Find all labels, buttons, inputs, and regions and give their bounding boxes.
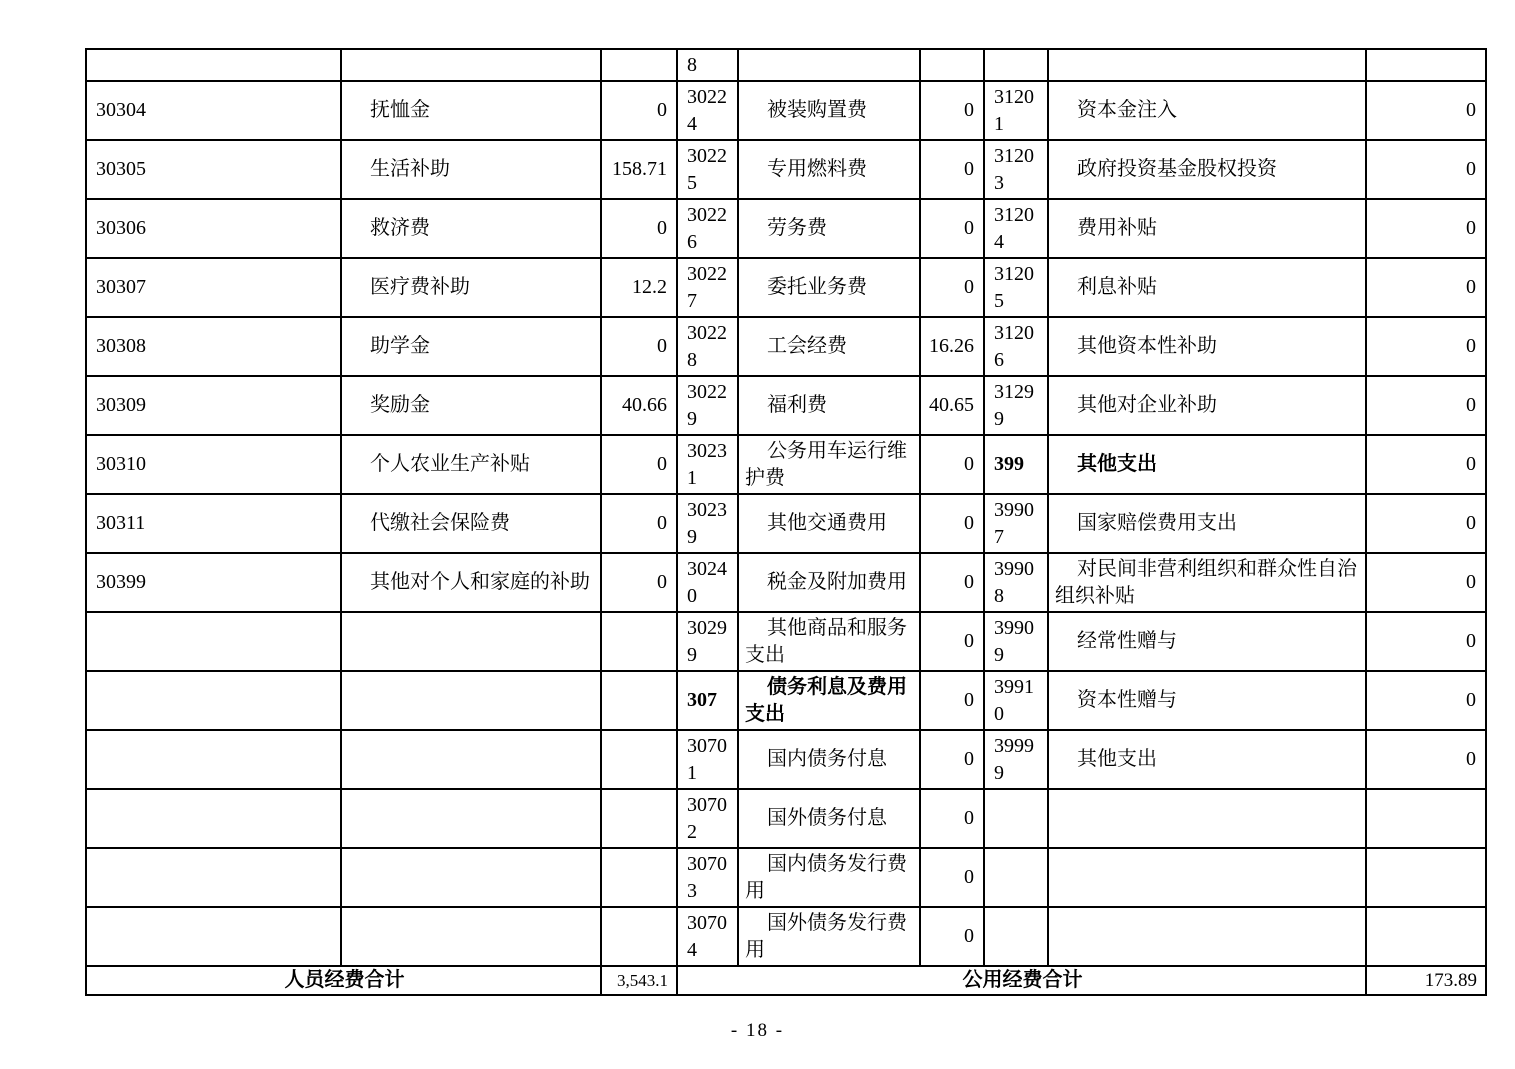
cell-item-name: 其他对企业补助 <box>1048 376 1366 435</box>
cell-code: 30239 <box>677 494 738 553</box>
cell-amount <box>601 848 677 907</box>
cell-item-name: 债务利息及费用支出 <box>738 671 920 730</box>
cell-code: 30227 <box>677 258 738 317</box>
cell-amount <box>1366 49 1486 81</box>
cell-item-name <box>1048 907 1366 966</box>
cell-code: 31299 <box>984 376 1048 435</box>
cell-item-name: 其他支出 <box>1048 435 1366 494</box>
cell-code: 399 <box>984 435 1048 494</box>
cell-amount: 0 <box>920 81 984 140</box>
cell-code: 30310 <box>86 435 341 494</box>
cell-code <box>86 848 341 907</box>
cell-code <box>984 49 1048 81</box>
cell-item-name: 其他支出 <box>1048 730 1366 789</box>
cell-amount: 0 <box>920 907 984 966</box>
cell-code: 30311 <box>86 494 341 553</box>
cell-code: 30228 <box>677 317 738 376</box>
cell-code <box>86 612 341 671</box>
cell-item-name: 抚恤金 <box>341 81 601 140</box>
cell-item-name <box>341 789 601 848</box>
cell-item-name: 经常性赠与 <box>1048 612 1366 671</box>
cell-amount: 0 <box>920 258 984 317</box>
table-row <box>86 553 1486 612</box>
cell-code: 30304 <box>86 81 341 140</box>
cell-item-name: 对民间非营利组织和群众性自治组织补贴 <box>1048 553 1366 612</box>
cell-item-name: 政府投资基金股权投资 <box>1048 140 1366 199</box>
table-row <box>86 199 1486 258</box>
cell-code: 31203 <box>984 140 1048 199</box>
cell-amount: 158.71 <box>601 140 677 199</box>
page-number: - 18 - <box>730 1020 785 1041</box>
cell-code: 30309 <box>86 376 341 435</box>
cell-amount: 0 <box>601 81 677 140</box>
cell-item-name: 专用燃料费 <box>738 140 920 199</box>
table-row <box>86 612 1486 671</box>
cell-item-name <box>341 907 601 966</box>
cell-amount: 0 <box>1366 553 1486 612</box>
cell-code <box>86 789 341 848</box>
cell-item-name: 福利费 <box>738 376 920 435</box>
cell-code: 30229 <box>677 376 738 435</box>
cell-item-name: 国家赔偿费用支出 <box>1048 494 1366 553</box>
cell-item-name <box>341 848 601 907</box>
summary-row <box>86 966 1486 995</box>
cell-amount <box>1366 907 1486 966</box>
cell-item-name: 代缴社会保险费 <box>341 494 601 553</box>
cell-amount <box>601 49 677 81</box>
cell-code <box>984 848 1048 907</box>
cell-code <box>86 671 341 730</box>
cell-code: 30225 <box>677 140 738 199</box>
cell-item-name: 其他对个人和家庭的补助 <box>341 553 601 612</box>
cell-item-name: 助学金 <box>341 317 601 376</box>
cell-code: 307 <box>677 671 738 730</box>
cell-amount: 0 <box>1366 376 1486 435</box>
cell-item-name: 税金及附加费用 <box>738 553 920 612</box>
cell-item-name: 被装购置费 <box>738 81 920 140</box>
summary-value-public: 173.89 <box>1366 966 1486 995</box>
cell-code: 30307 <box>86 258 341 317</box>
cell-code: 39908 <box>984 553 1048 612</box>
cell-amount <box>920 49 984 81</box>
cell-item-name: 奖励金 <box>341 376 601 435</box>
cell-amount <box>601 612 677 671</box>
cell-code: 39910 <box>984 671 1048 730</box>
cell-code: 39909 <box>984 612 1048 671</box>
cell-code: 30704 <box>677 907 738 966</box>
cell-code: 30240 <box>677 553 738 612</box>
cell-item-name <box>1048 789 1366 848</box>
cell-amount: 16.26 <box>920 317 984 376</box>
cell-item-name: 工会经费 <box>738 317 920 376</box>
cell-amount: 0 <box>920 612 984 671</box>
cell-amount: 0 <box>601 435 677 494</box>
cell-item-name: 劳务费 <box>738 199 920 258</box>
cell-code: 30399 <box>86 553 341 612</box>
cell-code: 30305 <box>86 140 341 199</box>
cell-item-name: 国内债务付息 <box>738 730 920 789</box>
cell-item-name: 其他商品和服务支出 <box>738 612 920 671</box>
cell-item-name: 医疗费补助 <box>341 258 601 317</box>
cell-item-name: 其他资本性补助 <box>1048 317 1366 376</box>
table-row <box>86 494 1486 553</box>
cell-item-name <box>341 730 601 789</box>
table-row <box>86 435 1486 494</box>
table-row <box>86 258 1486 317</box>
cell-code: 30306 <box>86 199 341 258</box>
summary-label-public: 公用经费合计 <box>677 966 1366 995</box>
cell-code: 39999 <box>984 730 1048 789</box>
cell-amount: 0 <box>1366 730 1486 789</box>
cell-amount: 40.66 <box>601 376 677 435</box>
cell-item-name <box>341 671 601 730</box>
cell-code: 31204 <box>984 199 1048 258</box>
table-row <box>86 789 1486 848</box>
budget-table <box>85 48 1487 996</box>
cell-amount: 0 <box>601 494 677 553</box>
cell-amount <box>601 671 677 730</box>
cell-amount: 0 <box>920 199 984 258</box>
cell-amount: 40.65 <box>920 376 984 435</box>
table-row <box>86 376 1486 435</box>
cell-item-name <box>1048 49 1366 81</box>
cell-item-name: 救济费 <box>341 199 601 258</box>
cell-code: 8 <box>677 49 738 81</box>
cell-amount: 0 <box>1366 199 1486 258</box>
cell-amount: 0 <box>1366 671 1486 730</box>
summary-value-personnel: 3,543.1 <box>601 966 677 995</box>
cell-item-name: 生活补助 <box>341 140 601 199</box>
cell-amount: 0 <box>920 435 984 494</box>
cell-amount: 0 <box>920 789 984 848</box>
cell-item-name: 国外债务发行费用 <box>738 907 920 966</box>
cell-amount: 12.2 <box>601 258 677 317</box>
cell-amount: 0 <box>1366 140 1486 199</box>
cell-item-name <box>738 49 920 81</box>
cell-amount <box>601 730 677 789</box>
cell-amount: 0 <box>920 553 984 612</box>
cell-amount: 0 <box>1366 435 1486 494</box>
cell-item-name: 费用补贴 <box>1048 199 1366 258</box>
table-row <box>86 140 1486 199</box>
cell-item-name: 国外债务付息 <box>738 789 920 848</box>
cell-item-name: 资本金注入 <box>1048 81 1366 140</box>
table-row-partial <box>86 49 1486 81</box>
cell-code: 30226 <box>677 199 738 258</box>
summary-label-personnel: 人员经费合计 <box>86 966 601 995</box>
cell-amount: 0 <box>1366 612 1486 671</box>
table-row <box>86 671 1486 730</box>
cell-code <box>86 907 341 966</box>
table-row <box>86 81 1486 140</box>
cell-amount: 0 <box>1366 317 1486 376</box>
cell-amount: 0 <box>1366 258 1486 317</box>
cell-item-name: 委托业务费 <box>738 258 920 317</box>
cell-code: 30308 <box>86 317 341 376</box>
cell-code: 30703 <box>677 848 738 907</box>
cell-amount: 0 <box>920 140 984 199</box>
cell-amount: 0 <box>920 494 984 553</box>
cell-item-name: 国内债务发行费用 <box>738 848 920 907</box>
cell-code: 30224 <box>677 81 738 140</box>
cell-code: 30701 <box>677 730 738 789</box>
cell-code: 31206 <box>984 317 1048 376</box>
table-row <box>86 907 1486 966</box>
cell-item-name: 利息补贴 <box>1048 258 1366 317</box>
cell-amount: 0 <box>601 553 677 612</box>
table-row <box>86 848 1486 907</box>
cell-code <box>86 49 341 81</box>
cell-code: 30702 <box>677 789 738 848</box>
cell-amount: 0 <box>920 730 984 789</box>
cell-item-name <box>341 612 601 671</box>
cell-item-name <box>341 49 601 81</box>
cell-amount: 0 <box>601 199 677 258</box>
cell-code: 31201 <box>984 81 1048 140</box>
table-row <box>86 317 1486 376</box>
cell-code: 30299 <box>677 612 738 671</box>
cell-code: 30231 <box>677 435 738 494</box>
cell-amount: 0 <box>920 848 984 907</box>
cell-item-name: 其他交通费用 <box>738 494 920 553</box>
cell-amount: 0 <box>601 317 677 376</box>
cell-amount <box>601 789 677 848</box>
cell-item-name: 资本性赠与 <box>1048 671 1366 730</box>
cell-amount: 0 <box>920 671 984 730</box>
cell-item-name <box>1048 848 1366 907</box>
table-row <box>86 730 1486 789</box>
cell-item-name: 个人农业生产补贴 <box>341 435 601 494</box>
cell-amount <box>601 907 677 966</box>
cell-amount <box>1366 789 1486 848</box>
cell-code: 39907 <box>984 494 1048 553</box>
cell-code <box>984 789 1048 848</box>
cell-code: 31205 <box>984 258 1048 317</box>
cell-item-name: 公务用车运行维护费 <box>738 435 920 494</box>
cell-amount: 0 <box>1366 494 1486 553</box>
cell-amount <box>1366 848 1486 907</box>
cell-code <box>86 730 341 789</box>
cell-amount: 0 <box>1366 81 1486 140</box>
cell-code <box>984 907 1048 966</box>
